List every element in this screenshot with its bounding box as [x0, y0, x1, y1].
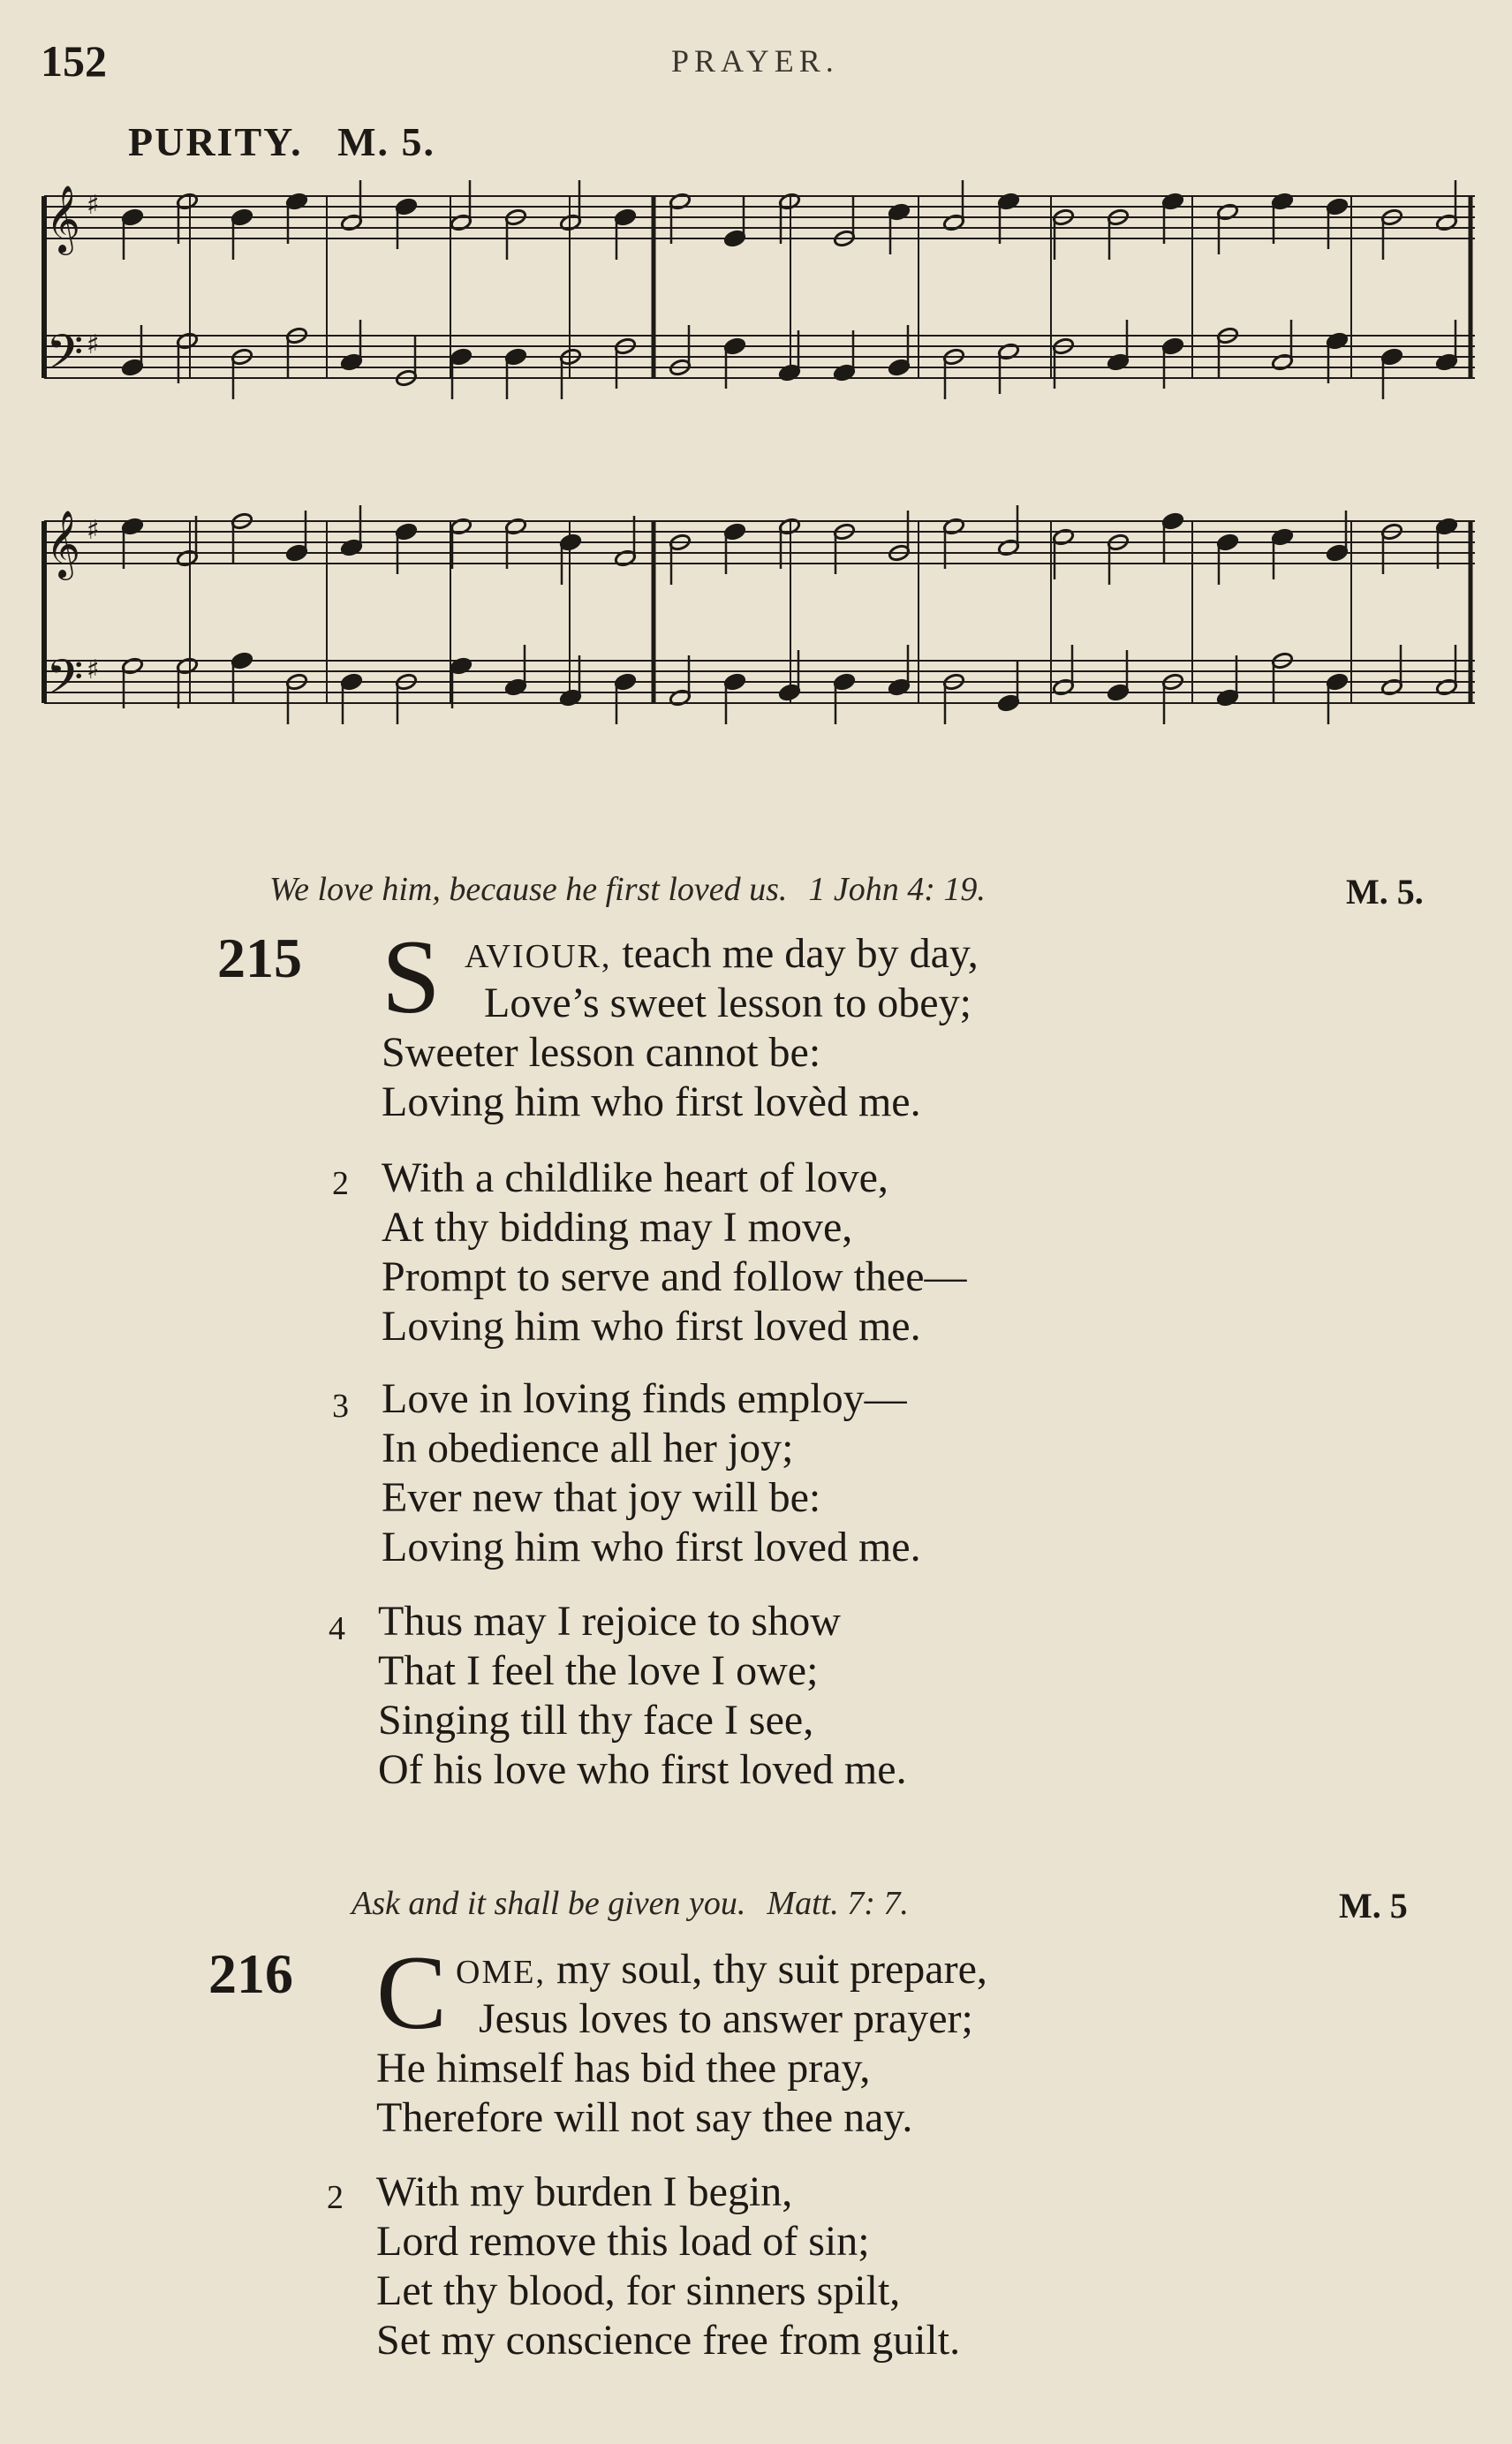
hymn-215-v3-line-4: Loving him who first loved me.	[382, 1524, 921, 1570]
treble-clef: 𝄞	[46, 510, 81, 578]
hymn-216-meter: M. 5	[1339, 1886, 1408, 1926]
hymn-216-v2-line-1: With my burden I begin,	[376, 2168, 793, 2215]
key-signature-sharp: ♯	[87, 329, 100, 360]
hymn-215-v4-line-3: Singing till thy face I see,	[378, 1697, 814, 1744]
hymn-216-line-2: Jesus loves to answer prayer;	[479, 1995, 973, 2042]
music-score	[35, 177, 1484, 795]
tune-meter: M. 5.	[337, 119, 436, 164]
tune-heading	[128, 118, 435, 165]
key-signature-sharp: ♯	[87, 190, 100, 221]
hymn-215-v2-line-4: Loving him who first loved me.	[382, 1303, 921, 1350]
hymn-216-v2-line-2: Lord remove this load of sin;	[376, 2218, 870, 2265]
hymn-216-verse-2-number: 2	[327, 2179, 344, 2216]
hymn-216-line-3: He himself has bid thee pray,	[376, 2045, 871, 2092]
hymn-216-epigraph	[352, 1884, 909, 1923]
hymn-215-v2-line-2: At thy bidding may I move,	[382, 1204, 853, 1251]
bass-clef: 𝄢	[46, 324, 84, 392]
key-signature-sharp: ♯	[87, 515, 100, 546]
running-title: PRAYER.	[671, 43, 839, 79]
hymn-215-v2-line-3: Prompt to serve and follow thee—	[382, 1253, 967, 1300]
hymn-215-v4-line-4: Of his love who first loved me.	[378, 1746, 907, 1793]
hymn-215-verse-4-number: 4	[329, 1610, 345, 1647]
hymn-215-line-1	[465, 929, 979, 978]
hymn-216-number: 216	[208, 1942, 293, 2005]
hymn-215-line-1-text: teach me day by day,	[622, 930, 979, 977]
hymn-215-line-4: Loving him who first lovèd me.	[382, 1078, 921, 1125]
hymn-215-epigraph	[269, 870, 986, 909]
hymn-215-v3-line-2: In obedience all her joy;	[382, 1425, 794, 1472]
hymn-215-line-2: Love’s sweet lesson to obey;	[484, 980, 971, 1026]
hymn-216-v2-line-4: Set my conscience free from guilt.	[376, 2317, 961, 2364]
hymn-215-v4-line-2: That I feel the love I owe;	[378, 1647, 819, 1694]
hymn-216-line-1	[456, 1945, 987, 1994]
hymn-215-epigraph-text: We love him, because he first loved us.	[269, 871, 788, 908]
hymn-215-line-3: Sweeter lesson cannot be:	[382, 1029, 821, 1076]
hymn-216-dropcap: C	[376, 1933, 448, 2051]
hymn-215-meter: M. 5.	[1346, 872, 1424, 912]
hymn-215-v3-line-3: Ever new that joy will be:	[382, 1474, 821, 1521]
hymn-216-v2-line-3: Let thy blood, for sinners spilt,	[376, 2267, 901, 2314]
hymn-215-number: 215	[217, 927, 302, 989]
treble-clef: 𝄞	[46, 185, 81, 253]
hymn-216-epigraph-text: Ask and it shall be given you.	[352, 1885, 746, 1922]
hymn-215-reference: 1 John 4: 19.	[808, 871, 986, 908]
hymn-216-line-1-text: my soul, thy suit prepare,	[556, 1946, 987, 1993]
hymn-215-v2-line-1: With a childlike heart of love,	[382, 1154, 888, 1201]
key-signature-sharp: ♯	[87, 655, 100, 685]
hymn-216-first-word: OME,	[456, 1954, 546, 1991]
hymn-215-verse-2-number: 2	[332, 1165, 349, 1202]
bass-clef: 𝄢	[46, 649, 84, 717]
hymn-215-v4-line-1: Thus may I rejoice to show	[378, 1598, 841, 1645]
hymn-215-v3-line-1: Love in loving finds employ—	[382, 1375, 907, 1422]
hymn-215-first-word: AVIOUR,	[465, 938, 612, 975]
hymn-216-line-4: Therefore will not say thee nay.	[376, 2094, 913, 2141]
hymn-216-reference: Matt. 7: 7.	[767, 1885, 909, 1922]
tune-name: PURITY.	[128, 119, 303, 164]
hymn-215-dropcap: S	[382, 918, 441, 1035]
hymn-215-verse-3-number: 3	[332, 1388, 349, 1425]
page-number: 152	[41, 36, 107, 86]
